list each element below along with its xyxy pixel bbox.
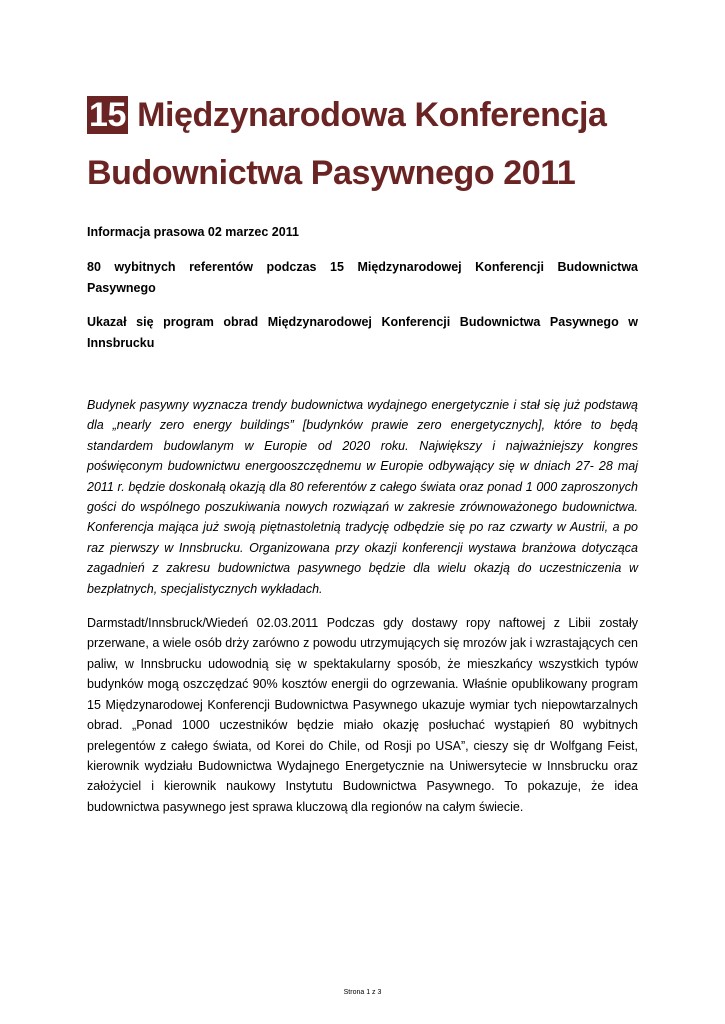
press-release-date: Informacja prasowa 02 marzec 2011 <box>87 225 299 239</box>
title-text: Międzynarodowa Konferencja Budownictwa Pasywnego 2011 <box>87 96 607 192</box>
body-paragraph: Darmstadt/Innsbruck/Wiedeń 02.03.2011 Podczas gdy dostawy ropy naftowej z Libii zostały przerwane, a wiele osób drży zarówno z powodu utrzymujących się mrozów jak i wzrastających cen paliw, w Innsbrucku udowodnią się w spektakularny sposób, że mieszkańcy wszystkich typów budynków mogą oszczędzać 90% kosztów energii do ogrzewania. Właśnie opublikowany program 15 Międzynarodowej Konferencji Budownictwa Pasywnego ukazuje wymiar tych niepowtarzalnych obrad. „Ponad 1000 uczestników będzie miało okazję posłuchać wystąpień 80 wybitnych prelegentów z całego świata, od Korei do Chile, od Rosji po USA”, cieszy się dr Wolfgang Feist, kierownik wydziału Budownictwa Wydajnego Energetycznie na Uniwersytecie w Innsbrucku oraz założyciel i kierownik naukowy Instytutu Budownictwa Pasywnego. To pokazuje, że idea budownictwa pasywnego jest sprawa kluczową dla regionów na całym świecie. <box>87 616 638 814</box>
title-number-highlight: 15 <box>89 96 127 134</box>
lead-paragraph: Budynek pasywny wyznacza trendy budownictwa wydajnego energetycznie i stał się już podstawą dla „nearly zero energy buildings” [budynków prawie zero energetycznych], które to będą standardem budowlanym w Europie od 2020 roku. Największy i najważniejszy kongres poświęconym budownictwu energooszczędnemu w Europie odbywający się w dniach 27- 28 maj 2011 r. będzie doskonałą okazją dla 80 referentów z całego świata oraz ponad 1 000 zaproszonych gości do wspólnego poszukiwania nowych rozwiązań w zakresie zrównoważonego budownictwa. Konferencja mająca już swoją piętnastoletnią tradycję odbędzie się po raz czwarty w Austrii, a po raz pierwszy w Innsbrucku. Organizowana przy okazji konferencji wystawa branżowa dotycząca zagadnień z zakresu budownictwa pasywnego będzie dla wielu okazją do uczestniczenia w bezpłatnych, specjalistycznych wykładach. <box>87 398 638 596</box>
document-title <box>87 86 638 202</box>
headline-speakers: 80 wybitnych referentów podczas 15 Międzynarodowej Konferencji Budownictwa Pasywnego <box>87 260 638 295</box>
page-footer: Strona 1 z 3 <box>343 989 382 996</box>
document-content <box>87 86 638 817</box>
headline-program: Ukazał się program obrad Międzynarodowej Konferencji Budownictwa Pasywnego w Innsbrucku <box>87 315 638 350</box>
